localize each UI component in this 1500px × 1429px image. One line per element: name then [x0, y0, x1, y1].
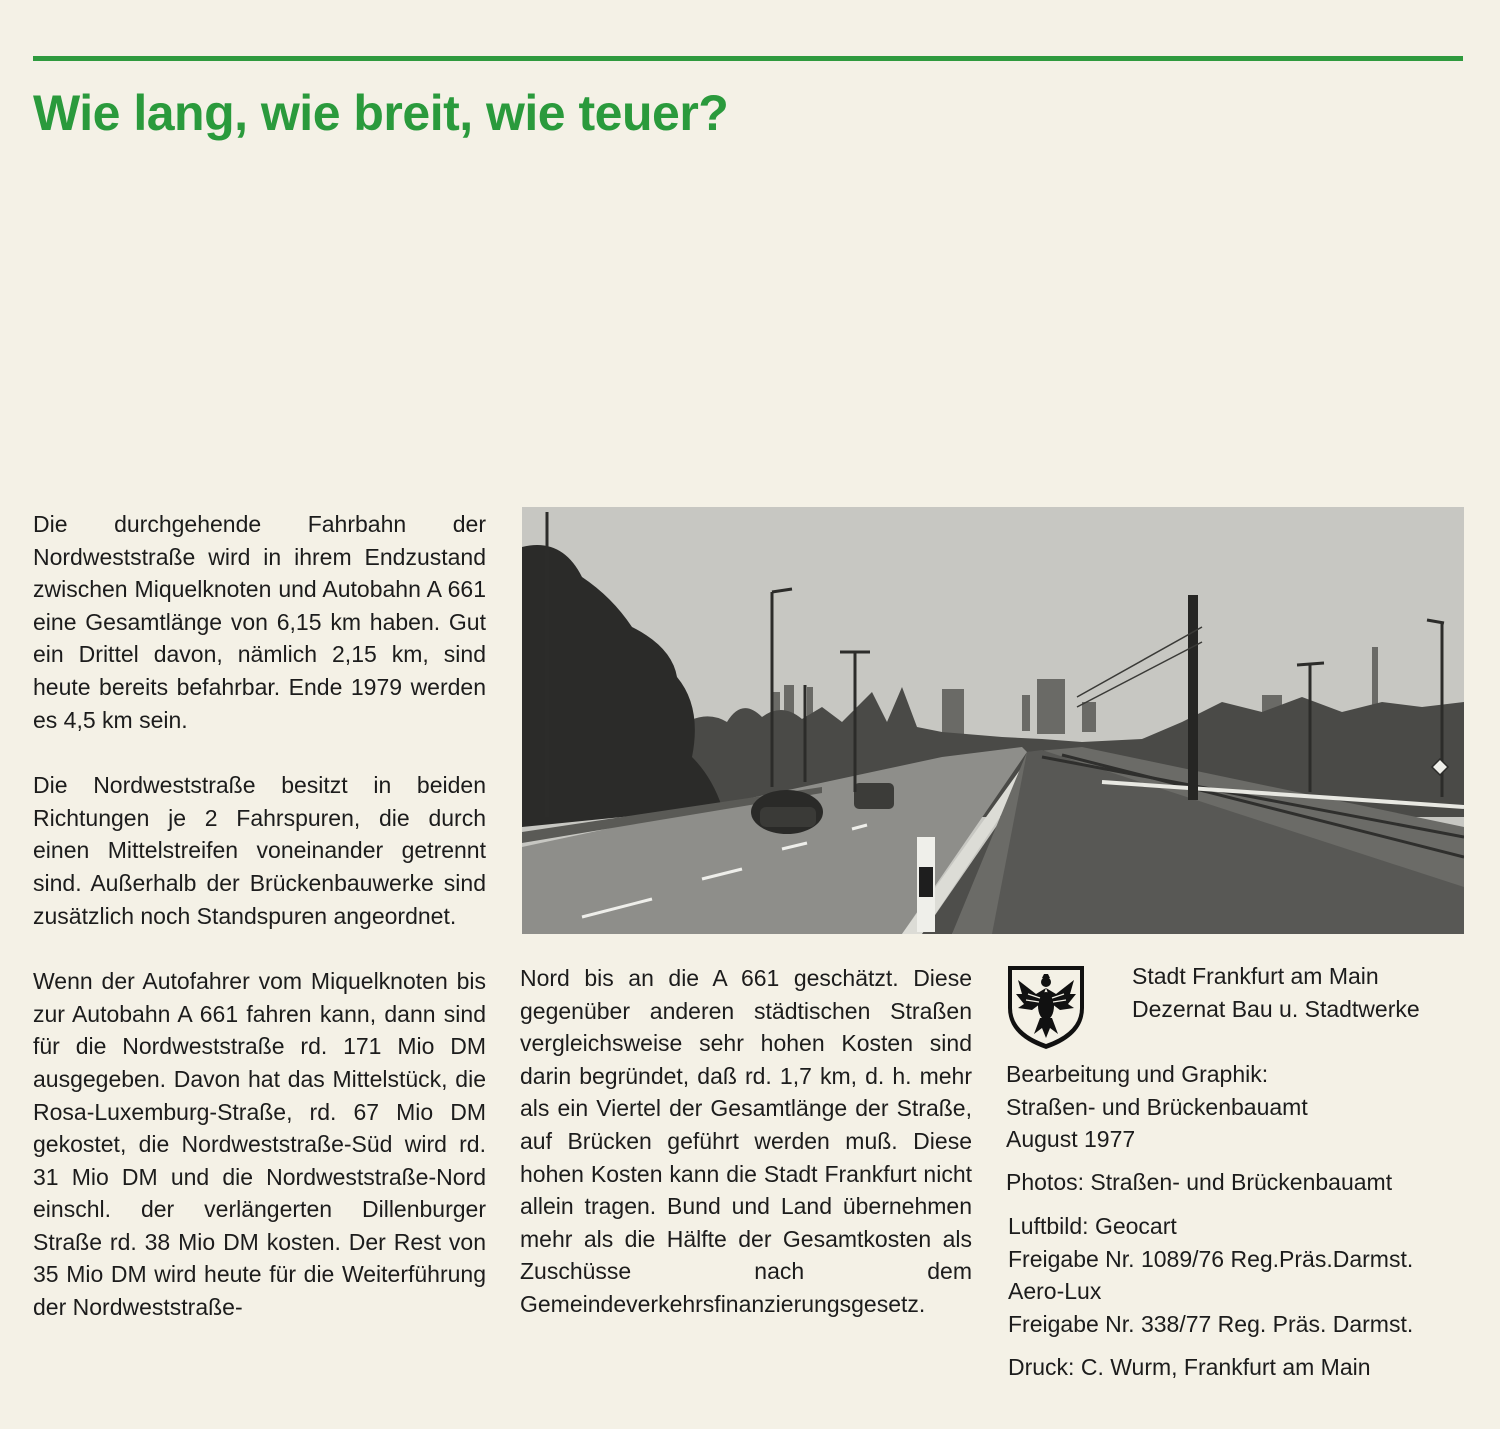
aerial-credit: Luftbild: Geocart: [1008, 1213, 1177, 1239]
green-header-rule: [33, 56, 1463, 61]
page-title: Wie lang, wie breit, wie teuer?: [33, 85, 729, 141]
publication-date: August 1977: [1006, 1126, 1136, 1152]
editing-label: Bearbeitung und Graphik:: [1006, 1061, 1269, 1087]
publisher-city: Stadt Frankfurt am Main: [1132, 963, 1379, 989]
editing-block: [1006, 1058, 1308, 1156]
print-credit: Druck: C. Wurm, Frankfurt am Main: [1008, 1354, 1371, 1380]
release-number-1: Freigabe Nr. 1089/76 Reg.Präs.Darmst.: [1008, 1245, 1414, 1272]
release-number-2: Freigabe Nr. 338/77 Reg. Präs. Darmst.: [1008, 1310, 1414, 1337]
publisher-block: [1132, 960, 1420, 1025]
text-column-middle: [520, 962, 972, 1354]
frankfurt-eagle-crest-icon: [1006, 964, 1086, 1050]
editing-office: Straßen- und Brückenbauamt: [1006, 1093, 1308, 1120]
paragraph-lanes: Die Nordweststraße besitzt in beiden Richtungen je 2 Fahrspuren, die durch einen Mittelstreifen voneinander getrennt sind. Außerhalb der Brückenbauwerke sind zusätzlich noch Standspuren angeordnet.: [33, 772, 486, 929]
photo-credits: [1006, 1166, 1392, 1199]
photos-credit: Photos: Straßen- und Brückenbauamt: [1006, 1169, 1393, 1195]
aerolux-credit: Aero-Lux: [1008, 1278, 1102, 1304]
text-column-left: [33, 508, 486, 1357]
publisher-department: Dezernat Bau u. Stadtwerke: [1132, 995, 1420, 1022]
paragraph-costs: Wenn der Autofahrer vom Miquelknoten bis zur Autobahn A 661 fahren kann, dann sind für die Nordweststraße rd. 171 Mio DM ausgegeben. Davon hat das Mittelstück, die Rosa-Luxemburg-Straße, rd. 67 Mio DM gekostet, die Nordweststraße-Süd wird rd. 31 Mio DM und die Nordweststraße-Nord einschl. der verlängerten Dillenburger Straße rd. 38 Mio DM kosten. Der Rest von 35 Mio DM wird heute für die Weiterführung der Nordweststraße-: [33, 968, 486, 1321]
aerial-credits: [1008, 1210, 1413, 1340]
road-photo: [522, 507, 1464, 934]
print-credit-block: [1008, 1351, 1371, 1384]
paragraph-cost-reasons: Nord bis an die A 661 geschätzt. Diese gegenüber anderen städtischen Straßen vergleichsweise sehr hohen Kosten sind darin begründet, daß rd. 1,7 km, d. h. mehr als ein Viertel der Gesamtlänge der Straße, auf Brücken geführt werden muß. Diese hohen Kosten kann die Stadt Frankfurt nicht allein tragen. Bund und Land übernehmen mehr als die Hälfte der Gesamtkosten als Zuschüsse nach dem Gemeindeverkehrsfinanzierungsgesetz.: [520, 965, 972, 1317]
paragraph-length: Die durchgehende Fahrbahn der Nordweststraße wird in ihrem Endzustand zwischen Miquelknoten und Autobahn A 661 eine Gesamtlänge von 6,15 km haben. Gut ein Drittel davon, nämlich 2,15 km, sind heute bereits befahrbar. Ende 1979 werden es 4,5 km sein.: [33, 511, 486, 733]
